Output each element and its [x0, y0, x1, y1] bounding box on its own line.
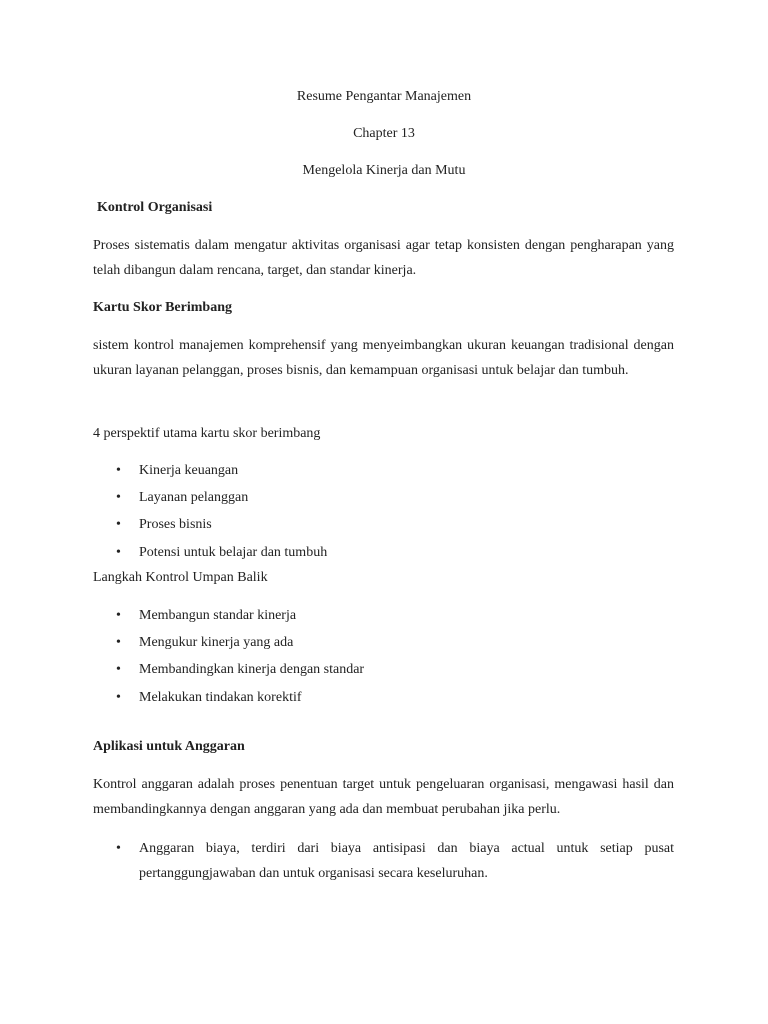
list-item: Kinerja keuangan	[139, 463, 239, 478]
list-item: Mengukur kinerja yang ada	[139, 635, 294, 650]
list-item: Melakukan tindakan korektif	[139, 690, 302, 705]
bullet-icon: •	[116, 841, 121, 856]
paragraph-kontrol-organisasi: Proses sistematis dalam mengatur aktivitas organisasi agar tetap konsisten dengan pengharapan yang telah dibangun dalam rencana, target, dan standar kinerja.	[93, 238, 674, 278]
list-item: Anggaran biaya, terdiri dari biaya antisipasi dan biaya actual untuk setiap pusat pertanggungjawaban dan untuk organisasi secara keseluruhan.	[139, 841, 674, 881]
list-intro-perspektif: 4 perspektif utama kartu skor berimbang	[93, 426, 321, 441]
list-item: Proses bisnis	[139, 517, 212, 532]
chapter-label: Chapter 13	[353, 126, 415, 141]
list-item: Layanan pelanggan	[139, 490, 249, 505]
bullet-icon: •	[116, 662, 121, 677]
bullet-icon: •	[116, 690, 121, 705]
list-item: Membangun standar kinerja	[139, 608, 297, 623]
list-item: Potensi untuk belajar dan tumbuh	[139, 545, 328, 560]
paragraph-kartu-skor: sistem kontrol manajemen komprehensif yang menyeimbangkan ukuran keuangan tradisional dengan ukuran layanan pelanggan, proses bisnis, dan kemampuan organisasi untuk belajar dan tumbuh.	[93, 338, 674, 378]
list-intro-langkah: Langkah Kontrol Umpan Balik	[93, 570, 268, 585]
section-heading-aplikasi-anggaran: Aplikasi untuk Anggaran	[93, 739, 245, 754]
paragraph-aplikasi-anggaran: Kontrol anggaran adalah proses penentuan target untuk pengeluaran organisasi, mengawasi hasil dan membandingkannya dengan anggaran yang ada dan membuat perubahan jika perlu.	[93, 777, 674, 817]
bullet-icon: •	[116, 517, 121, 532]
bullet-icon: •	[116, 608, 121, 623]
section-heading-kartu-skor: Kartu Skor Berimbang	[93, 300, 232, 315]
bullet-icon: •	[116, 463, 121, 478]
section-heading-kontrol-organisasi: Kontrol Organisasi	[97, 200, 213, 215]
bullet-icon: •	[116, 545, 121, 560]
bullet-icon: •	[116, 490, 121, 505]
list-item: Membandingkan kinerja dengan standar	[139, 662, 365, 677]
bullet-icon: •	[116, 635, 121, 650]
document-title: Resume Pengantar Manajemen	[296, 89, 472, 104]
document-subtitle: Mengelola Kinerja dan Mutu	[302, 163, 466, 178]
